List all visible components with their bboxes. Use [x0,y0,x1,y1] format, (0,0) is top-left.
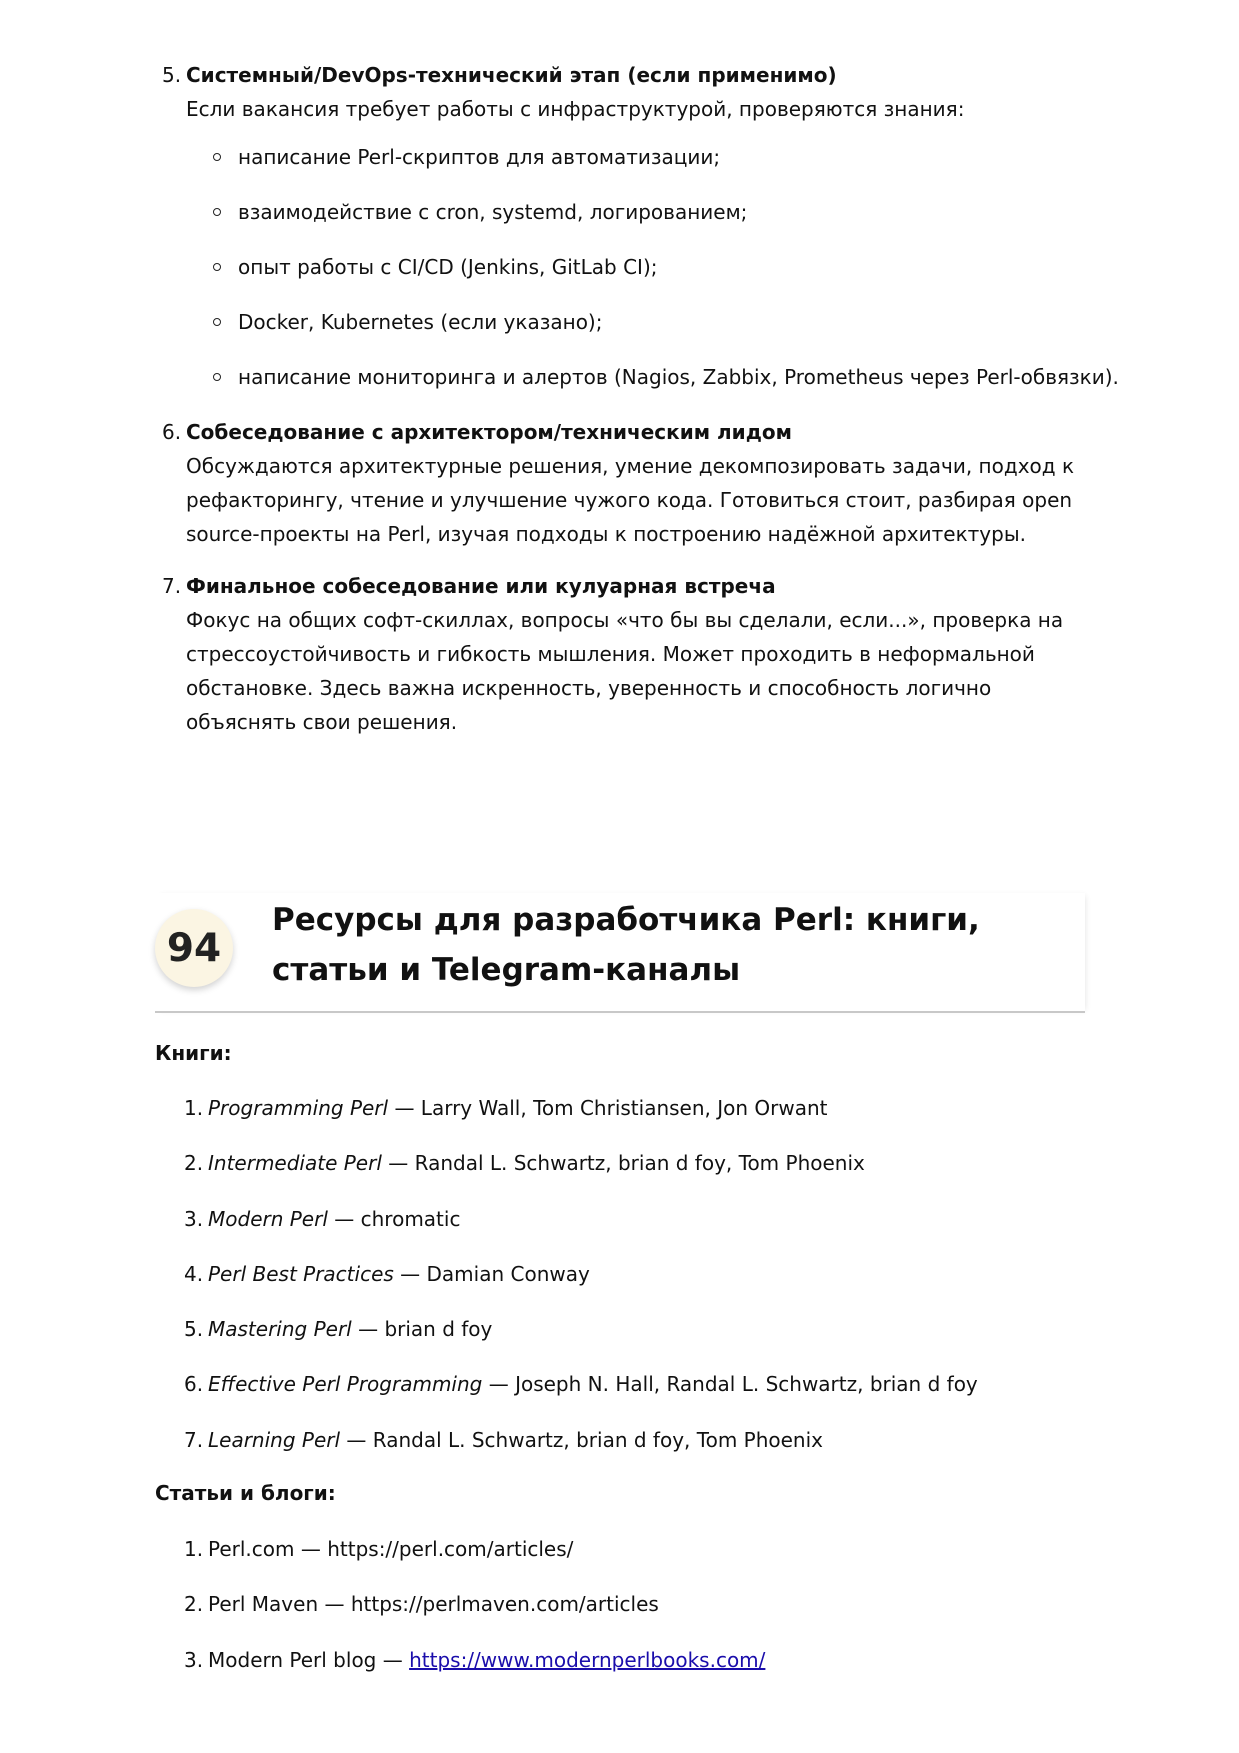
book-authors: — Larry Wall, Tom Christiansen, Jon Orwant [388,1096,828,1120]
article-text: Perl.com — https://perl.com/articles/ [208,1537,574,1561]
item-number: 5. [162,63,182,87]
item-number: 6. [162,420,182,444]
item-title: Собеседование с архитектором/техническим лидом [186,420,792,444]
item-number: 2. [184,1151,204,1176]
sub-item-text: взаимодействие с cron, systemd, логированием; [238,200,748,224]
book-title: Perl Best Practices [208,1261,394,1286]
circle-bullet-icon [213,153,221,161]
item-body: Фокус на общих софт-скиллах, вопросы «что бы вы сделали, если...», проверка на стрессоустойчивость и гибкость мышления. Может проходить в неформальной обстановке. Здесь важна искренность, уверенность и способность логично объяснять свои решения. [186,608,1064,734]
book-title: Programming Perl [208,1096,389,1120]
book-authors: — Randal L. Schwartz, brian d foy, Tom Phoenix [340,1427,823,1452]
books-heading: Книги: [155,1041,232,1065]
book-title: Intermediate Perl [208,1151,382,1176]
item-number: 2. [184,1592,204,1617]
book-authors: — Randal L. Schwartz, brian d foy, Tom Phoenix [381,1151,865,1176]
book-title: Effective Perl Programming [208,1372,483,1397]
sub-item-text: написание Perl-скриптов для автоматизации; [238,145,721,169]
article-text: Perl Maven — https://perlmaven.com/articles [208,1592,659,1617]
section-title: Ресурсы для разработчика Perl: книги, статьи и Telegram-каналы [272,902,980,988]
list-item [162,569,1086,739]
section-number-badge: 94 [155,909,233,987]
list-item [162,415,1086,551]
item-number: 1. [184,1537,204,1561]
item-title: Системный/DevOps-технический этап (если применимо) [186,63,837,87]
circle-bullet-icon [213,263,221,271]
book-authors: — chromatic [327,1206,461,1231]
sub-item-text: опыт работы с CI/CD (Jenkins, GitLab CI); [238,255,658,279]
item-number: 7. [184,1427,204,1452]
sub-item-text: написание мониторинга и алертов (Nagios, Zabbix, Prometheus через Perl-обвязки). [238,365,1119,389]
book-title: Learning Perl [208,1427,341,1452]
book-authors: — Damian Conway [393,1261,590,1286]
books-list [184,1091,1088,1478]
circle-bullet-icon [213,373,221,381]
book-list-item [184,1423,1088,1457]
sub-list-item [186,360,1119,394]
item-body: Обсуждаются архитектурные решения, умение декомпозировать задачи, подход к рефакторингу, чтение и улучшение чужого кода. Готовиться стоит, разбирая open source-проекты на Perl, изучая подходы к построению надёжной архитектуры. [186,454,1075,546]
book-list-item [184,1091,1088,1125]
sub-list-item [186,305,1086,339]
item-title: Финальное собеседование или кулуарная встреча [186,574,776,598]
book-list-item [184,1367,1088,1401]
book-title: Modern Perl [208,1206,328,1231]
article-text: Modern Perl blog — [208,1647,410,1672]
section-header [155,893,1085,1013]
book-list-item [184,1146,1088,1180]
list-item [162,58,1119,394]
book-list-item [184,1312,1088,1346]
sub-list [186,140,1119,394]
item-body: Если вакансия требует работы с инфраструктурой, проверяются знания: [186,97,965,121]
item-number: 1. [184,1096,204,1120]
book-authors: — brian d foy [351,1317,493,1342]
sub-list-item [186,140,1086,174]
book-authors: — Joseph N. Hall, Randal L. Schwartz, brian d foy [482,1372,978,1397]
circle-bullet-icon [213,318,221,326]
article-list-item [184,1532,1088,1566]
book-title: Mastering Perl [208,1317,352,1342]
book-list-item [184,1202,1088,1236]
book-list-item [184,1257,1088,1291]
sub-list-item [186,250,1086,284]
article-list-item [184,1643,1088,1677]
item-number: 4. [184,1261,204,1286]
articles-heading: Статьи и блоги: [155,1481,336,1505]
circle-bullet-icon [213,208,221,216]
article-list-item [184,1587,1088,1621]
interview-steps-list [162,58,1119,757]
item-number: 7. [162,574,182,598]
sub-list-item [186,195,1086,229]
item-number: 3. [184,1647,204,1672]
sub-item-text: Docker, Kubernetes (если указано); [238,310,603,334]
item-number: 3. [184,1206,204,1231]
articles-list [184,1532,1088,1698]
item-number: 5. [184,1317,204,1342]
modernperlbooks-link[interactable]: https://www.modernperlbooks.com/ [409,1647,766,1672]
item-number: 6. [184,1372,204,1397]
